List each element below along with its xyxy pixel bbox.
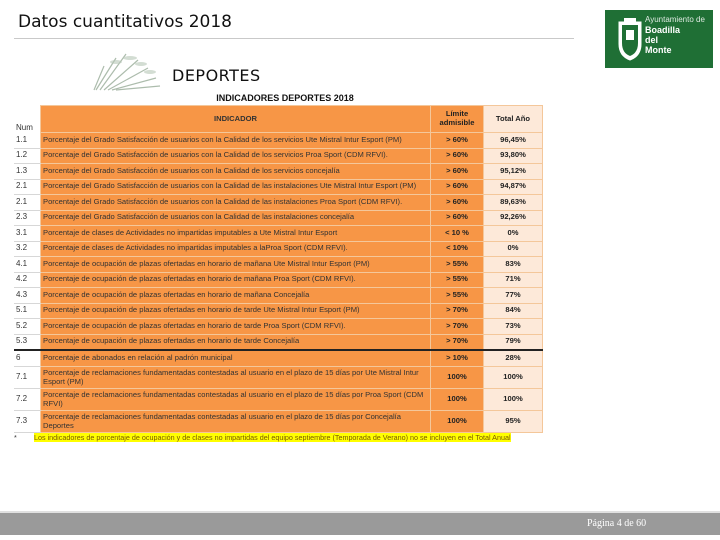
cell-total: 84% — [484, 303, 543, 319]
table-row — [14, 241, 543, 257]
cell-limite: 100% — [431, 366, 484, 388]
column-header-limite: Límite admisible — [431, 106, 484, 133]
footnote-mark: * — [14, 432, 17, 442]
cell-limite: > 60% — [431, 195, 484, 211]
table-row — [14, 164, 543, 180]
cell-num: 5.2 — [14, 319, 41, 335]
cell-limite: 100% — [431, 410, 484, 432]
table-row — [14, 195, 543, 211]
cell-total: 93,80% — [484, 148, 543, 164]
cell-num: 3.1 — [14, 226, 41, 242]
plant-decoration-icon — [86, 50, 166, 92]
cell-limite: > 60% — [431, 148, 484, 164]
cell-indicador: Porcentaje de ocupación de plazas ofertadas en horario de mañana Proa Sport (CDM RFVI). — [41, 272, 431, 288]
cell-total: 0% — [484, 241, 543, 257]
cell-indicador: Porcentaje de reclamaciones fundamentadas contestadas al usuario en el plazo de 15 días por Ute Mistral Intur Esport (PM) — [41, 366, 431, 388]
table-row — [14, 210, 543, 226]
cell-num: 4.3 — [14, 288, 41, 304]
cell-num: 2.1 — [14, 179, 41, 195]
table-row — [14, 226, 543, 242]
cell-limite: 100% — [431, 388, 484, 410]
cell-total: 95% — [484, 410, 543, 432]
section-title: DEPORTES — [172, 66, 261, 85]
cell-total: 100% — [484, 366, 543, 388]
table-row — [14, 288, 543, 304]
cell-limite: > 60% — [431, 133, 484, 149]
column-header-total: Total Año — [484, 106, 543, 133]
cell-num: 4.2 — [14, 272, 41, 288]
cell-total: 71% — [484, 272, 543, 288]
cell-num: 1.2 — [14, 148, 41, 164]
cell-indicador: Porcentaje de ocupación de plazas ofertadas en horario de tarde Ute Mistral Intur Esport (PM) — [41, 303, 431, 319]
cell-indicador: Porcentaje de ocupación de plazas ofertadas en horario de tarde Concejalía — [41, 334, 431, 350]
cell-num: 2.1 — [14, 195, 41, 211]
cell-num: 6 — [14, 350, 41, 366]
table-row — [14, 410, 543, 432]
cell-indicador: Porcentaje de ocupación de plazas ofertadas en horario de tarde Proa Sport (CDM RFVI). — [41, 319, 431, 335]
cell-num: 3.2 — [14, 241, 41, 257]
cell-indicador: Porcentaje del Grado Satisfacción de usuarios con la Calidad de los servicios concejalía — [41, 164, 431, 180]
cell-num: 7.2 — [14, 388, 41, 410]
cell-num: 2.3 — [14, 210, 41, 226]
cell-total: 0% — [484, 226, 543, 242]
indicators-table — [14, 105, 543, 433]
cell-indicador: Porcentaje de abonados en relación al padrón municipal — [41, 350, 431, 366]
cell-limite: > 55% — [431, 272, 484, 288]
table-row — [14, 179, 543, 195]
logo-line-4: Monte — [645, 45, 672, 55]
cell-num: 4.1 — [14, 257, 41, 273]
table-row — [14, 334, 543, 350]
table-title: INDICADORES DEPORTES 2018 — [216, 93, 354, 103]
cell-indicador: Porcentaje de ocupación de plazas ofertadas en horario de mañana Concejalía — [41, 288, 431, 304]
cell-indicador: Porcentaje del Grado Satisfacción de usuarios con la Calidad de los servicios Ute Mistral Intur Esport (PM) — [41, 133, 431, 149]
table-row — [14, 133, 543, 149]
footnote-text: Los indicadores de porcentaje de ocupación y de clases no impartidas del equipo septiembre (Temporada de Verano) no se incluyen en el Total Anual — [34, 432, 511, 442]
cell-limite: > 60% — [431, 179, 484, 195]
column-header-num: Num — [14, 106, 41, 133]
footnote — [14, 433, 536, 443]
cell-indicador: Porcentaje del Grado Satisfacción de usuarios con la Calidad de las instalaciones Ute Mistral Intur Esport (PM) — [41, 179, 431, 195]
cell-limite: > 55% — [431, 288, 484, 304]
cell-total: 28% — [484, 350, 543, 366]
title-divider — [14, 38, 574, 39]
indicators-table-container — [14, 93, 536, 443]
town-hall-logo — [605, 10, 713, 68]
cell-indicador: Porcentaje del Grado Satisfacción de usuarios con la Calidad de las instalaciones Proa Sport (CDM RFVI). — [41, 195, 431, 211]
cell-limite: > 60% — [431, 210, 484, 226]
coat-of-arms-icon — [615, 16, 645, 62]
cell-num: 5.1 — [14, 303, 41, 319]
cell-total: 89,63% — [484, 195, 543, 211]
table-row — [14, 388, 543, 410]
page-number: Página 4 de 60 — [587, 518, 647, 529]
cell-limite: > 70% — [431, 319, 484, 335]
logo-line-1: Ayuntamiento de — [645, 15, 705, 24]
cell-total: 96,45% — [484, 133, 543, 149]
table-row — [14, 272, 543, 288]
cell-total: 94,87% — [484, 179, 543, 195]
cell-num: 7.3 — [14, 410, 41, 432]
cell-num: 1.1 — [14, 133, 41, 149]
logo-line-3: del — [645, 35, 659, 45]
table-row — [14, 148, 543, 164]
cell-total: 95,12% — [484, 164, 543, 180]
table-row — [14, 257, 543, 273]
cell-indicador: Porcentaje de reclamaciones fundamentadas contestadas al usuario en el plazo de 15 días por Proa Sport (CDM RFVI) — [41, 388, 431, 410]
page-title: Datos cuantitativos 2018 — [18, 12, 232, 32]
cell-indicador: Porcentaje del Grado Satisfacción de usuarios con la Calidad de las instalaciones concejalía — [41, 210, 431, 226]
cell-indicador: Porcentaje de clases de Actividades no impartidas imputables a Ute Mistral Intur Esport — [41, 226, 431, 242]
cell-indicador: Porcentaje del Grado Satisfacción de usuarios con la Calidad de los servicios Proa Sport (CDM RFVI). — [41, 148, 431, 164]
cell-num: 7.1 — [14, 366, 41, 388]
cell-limite: > 55% — [431, 257, 484, 273]
cell-limite: > 70% — [431, 303, 484, 319]
cell-total: 92,26% — [484, 210, 543, 226]
cell-limite: > 60% — [431, 164, 484, 180]
cell-total: 79% — [484, 334, 543, 350]
cell-num: 1.3 — [14, 164, 41, 180]
cell-total: 83% — [484, 257, 543, 273]
cell-indicador: Porcentaje de ocupación de plazas ofertadas en horario de mañana Ute Mistral Intur Esport (PM) — [41, 257, 431, 273]
cell-limite: > 70% — [431, 334, 484, 350]
cell-total: 73% — [484, 319, 543, 335]
cell-indicador: Porcentaje de reclamaciones fundamentadas contestadas al usuario en el plazo de 15 días por Concejalía Deportes — [41, 410, 431, 432]
cell-indicador: Porcentaje de clases de Actividades no impartidas imputables a laProa Sport (CDM RFVI). — [41, 241, 431, 257]
cell-total: 100% — [484, 388, 543, 410]
logo-line-2: Boadilla — [645, 25, 681, 35]
table-row — [14, 303, 543, 319]
table-row — [14, 366, 543, 388]
cell-num: 5.3 — [14, 334, 41, 350]
cell-total: 77% — [484, 288, 543, 304]
table-row — [14, 350, 543, 366]
column-header-indicador: INDICADOR — [41, 106, 431, 133]
cell-limite: > 10% — [431, 350, 484, 366]
table-row — [14, 319, 543, 335]
cell-limite: < 10% — [431, 241, 484, 257]
cell-limite: < 10 % — [431, 226, 484, 242]
